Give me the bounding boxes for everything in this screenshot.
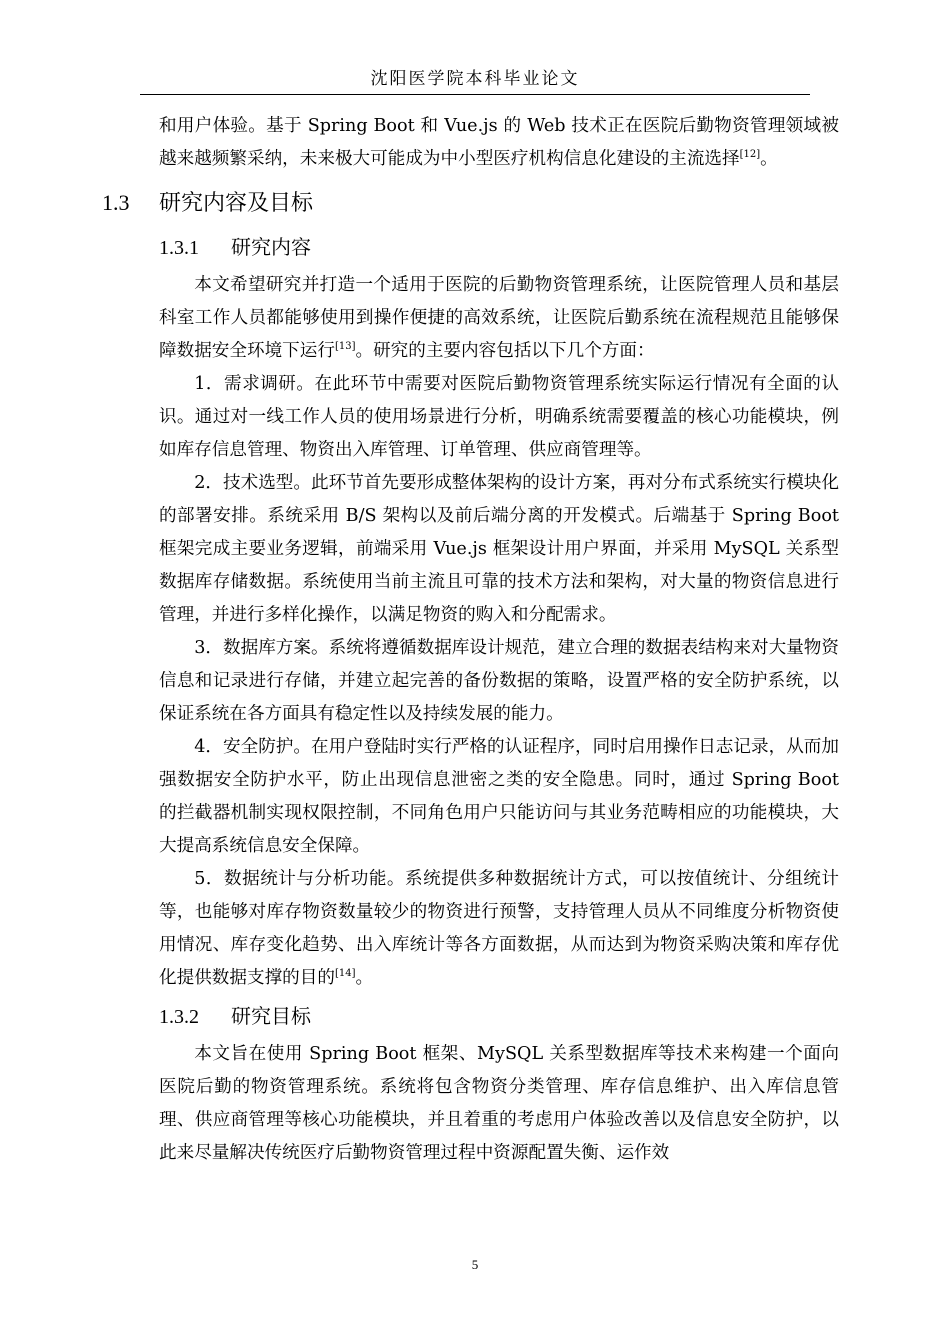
list-item-database	[159, 632, 839, 731]
header-rule	[140, 94, 810, 95]
list-item-tech-selection	[159, 467, 839, 632]
paragraph-end: 。研究的主要内容包括以下几个方面：	[355, 341, 655, 361]
citation: [12]	[739, 149, 761, 161]
subsection-number: 1.3.1	[159, 237, 199, 259]
list-item-text: 3．数据库方案。系统将遵循数据库设计规范，建立合理的数据表结构来对大量物资信息和记录进行存储，并建立起完善的备份数据的策略，设置严格的安全防护系统，以保证系统在各方面具有稳定性以及持续发展的能力。	[159, 638, 839, 724]
citation: [14]	[334, 968, 356, 980]
intro-end: 。	[760, 149, 778, 169]
section-title: 研究内容及目标	[159, 191, 314, 216]
paragraph-text: 本文旨在使用 Spring Boot 框架、MySQL 关系型数据库等技术来构建一个面向医院后勤的物资管理系统。系统将包含物资分类管理、库存信息维护、出入库信息管理、供应商管理等核心功能模块，并且着重的考虑用户体验改善以及信息安全防护，以此来尽量解决传统医疗后勤物资管理过程中资源配置失衡、运作效	[159, 1044, 839, 1163]
page-header: 沈阳医学院本科毕业论文	[370, 69, 580, 89]
section-heading-1-3	[102, 181, 839, 226]
paragraph-text: 本文希望研究并打造一个适用于医院的后勤物资管理系统，让医院管理人员和基层科室工作人员都能够使用到操作便捷的高效系统，让医院后勤系统在流程规范且能够保障数据安全环境下运行	[159, 275, 839, 361]
list-item-security	[159, 731, 839, 863]
list-item-text: 1．需求调研。在此环节中需要对医院后勤物资管理系统实际运行情况有全面的认识。通过对一线工作人员的使用场景进行分析，明确系统需要覆盖的核心功能模块，例如库存信息管理、物资出入库管理、订单管理、供应商管理等。	[159, 374, 839, 460]
list-item-statistics	[159, 863, 839, 995]
list-item-text: 5．数据统计与分析功能。系统提供多种数据统计方式，可以按值统计、分组统计等，也能够对库存物资数量较少的物资进行预警，支持管理人员从不同维度分析物资使用情况、库存变化趋势、出入库统计等各方面数据，从而达到为物资采购决策和库存优化提供数据支撑的目的	[159, 869, 839, 988]
subsection-title: 研究目标	[231, 1004, 311, 1028]
list-item-text: 2．技术选型。此环节首先要形成整体架构的设计方案，再对分布式系统实行模块化的部署安排。系统采用 B/S 架构以及前后端分离的开发模式。后端基于 Spring Boot 框架完成主要业务逻辑，前端采用 Vue.js 框架设计用户界面，并采用 MySQL 关系型数据库存储数据。系统使用当前主流且可靠的技术方法和架构，对大量的物资信息进行管理，并进行多样化操作，以满足物资的购入和分配需求。	[159, 473, 839, 625]
section-number: 1.3	[102, 190, 130, 215]
paragraph-research-content	[159, 269, 839, 368]
list-item-end: 。	[355, 968, 374, 988]
page-content	[102, 110, 839, 1170]
subsection-heading-1-3-2	[159, 995, 839, 1038]
intro-paragraph	[159, 110, 839, 176]
subsection-heading-1-3-1	[159, 226, 839, 269]
paragraph-research-goal	[159, 1038, 839, 1170]
subsection-number: 1.3.2	[159, 1006, 199, 1028]
citation: [13]	[334, 341, 356, 353]
subsection-title: 研究内容	[231, 235, 311, 259]
intro-text: 和用户体验。基于 Spring Boot 和 Vue.js 的 Web 技术正在医院后勤物资管理领域被越来越频繁采纳，未来极大可能成为中小型医疗机构信息化建设的主流选择	[159, 116, 839, 169]
list-item-text: 4．安全防护。在用户登陆时实行严格的认证程序，同时启用操作日志记录，从而加强数据安全防护水平，防止出现信息泄密之类的安全隐患。同时，通过 Spring Boot 的拦截器机制实现权限控制，不同角色用户只能访问与其业务范畴相应的功能模块，大大提高系统信息安全保障。	[159, 737, 839, 856]
page-number: 5	[471, 1257, 479, 1272]
list-item-requirements	[159, 368, 839, 467]
